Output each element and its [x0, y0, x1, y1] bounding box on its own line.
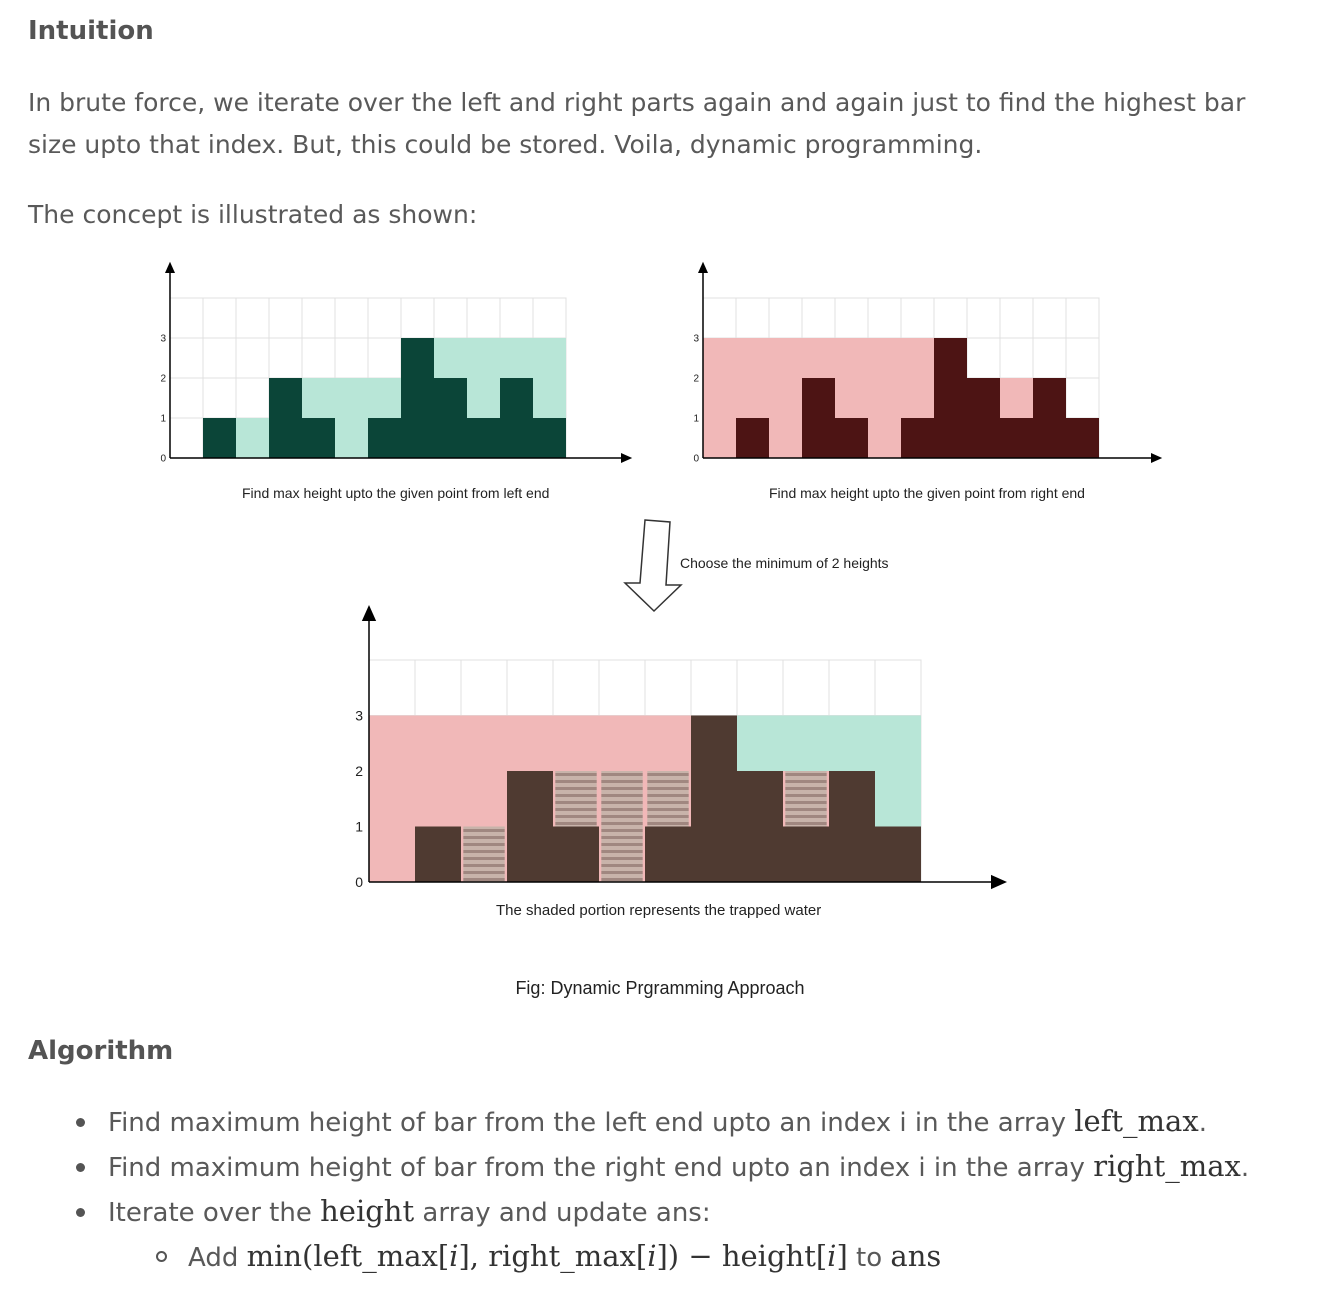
grid-cell [835, 298, 868, 338]
grid-cell [875, 660, 921, 716]
grid-cell [703, 298, 736, 338]
trapped-water [555, 771, 596, 827]
height-bar [829, 771, 875, 882]
figure-caption: Fig: Dynamic Prgramming Approach [515, 978, 805, 998]
left-max-fill [467, 338, 500, 418]
algorithm-step: Find maximum height of bar from the right end upto an index i in the array right_max. [28, 1145, 1308, 1190]
right-max-fill [769, 338, 802, 458]
height-bar [691, 716, 737, 883]
step-text: Find maximum height of bar from the left end upto an index i in the array [108, 1108, 1075, 1138]
height-bar [467, 418, 500, 458]
left-max-fill [368, 378, 401, 418]
x-axis-arrow-icon [991, 875, 1007, 889]
y-tick-label: 3 [693, 333, 699, 345]
grid-cell [335, 338, 368, 378]
grid-cell [783, 660, 829, 716]
height-bar [203, 418, 236, 458]
right-max-fill [835, 338, 868, 418]
grid-cell [1066, 298, 1099, 338]
trapped-water-chart [355, 605, 1007, 890]
excess-max-fill [599, 716, 645, 772]
grid-cell [369, 660, 415, 716]
formula-part: min(left_max[ [246, 1239, 450, 1273]
grid-cell [203, 338, 236, 378]
left-max-fill [434, 338, 467, 378]
right-max-fill [736, 338, 769, 418]
formula-part: ]) − height[ [656, 1239, 828, 1273]
y-tick-label: 0 [693, 453, 699, 465]
grid-cell [1033, 298, 1066, 338]
trapped-water [785, 771, 826, 827]
grid-cell [236, 338, 269, 378]
left-max-fill [335, 378, 368, 458]
excess-max-fill [829, 716, 875, 772]
right-max-fill [901, 338, 934, 418]
grid-cell [802, 298, 835, 338]
x-axis-arrow-icon [621, 453, 632, 463]
math-ans: ans [890, 1239, 942, 1273]
height-bar [783, 827, 829, 883]
grid-cell [553, 660, 599, 716]
excess-max-fill [645, 716, 691, 772]
y-tick-label: 3 [355, 707, 363, 724]
left-max-fill [302, 378, 335, 418]
y-axis-arrow-icon [165, 262, 175, 273]
grid-cell [507, 660, 553, 716]
grid-cell [467, 298, 500, 338]
formula-part: ], right_max[ [458, 1239, 648, 1273]
intuition-paragraph: In brute force, we iterate over the left and right parts again and again just to find the highest bar size upto that index. But, this could be stored. Voila, dynamic programming. [28, 88, 1246, 159]
height-bar [507, 771, 553, 882]
height-bar [434, 378, 467, 458]
height-bar [934, 338, 967, 458]
left-max-fill [500, 338, 533, 378]
height-bar [302, 418, 335, 458]
grid-cell [415, 660, 461, 716]
y-tick-label: 3 [160, 333, 166, 345]
height-bar [736, 418, 769, 458]
algorithm-substep [108, 1235, 1308, 1280]
algorithm-heading: Algorithm [28, 1036, 174, 1066]
down-arrow-icon [625, 520, 681, 611]
math-right-max: right_max [1093, 1149, 1241, 1183]
trapped-water [601, 771, 642, 882]
height-bar [1033, 378, 1066, 458]
right-max-chart [693, 262, 1162, 465]
height-bar [1066, 418, 1099, 458]
y-axis-arrow-icon [362, 605, 376, 621]
grid-cell [236, 378, 269, 418]
grid-cell [934, 298, 967, 338]
grid-cell [401, 298, 434, 338]
excess-max-fill [369, 716, 415, 883]
height-bar [645, 827, 691, 883]
height-bar [875, 827, 921, 883]
height-bar [500, 378, 533, 458]
step-text: Add [188, 1243, 247, 1273]
grid-cell [203, 298, 236, 338]
excess-max-fill [415, 716, 461, 827]
grid-cell [170, 378, 203, 418]
y-tick-label: 2 [355, 762, 363, 779]
math-formula [247, 1239, 848, 1273]
trapped-water [463, 827, 504, 883]
y-tick-label: 1 [693, 413, 699, 425]
algorithm-step: Find maximum height of bar from the left end upto an index i in the array left_max. [28, 1100, 1308, 1145]
grid-cell [533, 298, 566, 338]
y-tick-label: 2 [160, 373, 166, 385]
grid-cell [170, 418, 203, 458]
y-tick-label: 0 [355, 873, 363, 890]
grid-cell [500, 298, 533, 338]
grid-cell [868, 298, 901, 338]
arrow-caption: Choose the minimum of 2 heights [680, 555, 889, 571]
right-max-fill [868, 338, 901, 458]
y-axis-arrow-icon [698, 262, 708, 273]
left-max-fill [236, 418, 269, 458]
step-text: array and update ans: [414, 1198, 711, 1228]
step-text: Find maximum height of bar from the right end upto an index i in the array [108, 1153, 1094, 1183]
dp-figure-svg [150, 255, 1170, 975]
excess-max-fill [507, 716, 553, 772]
grid-cell [737, 660, 783, 716]
grid-cell [901, 298, 934, 338]
height-bar [901, 418, 934, 458]
grid-cell [368, 338, 401, 378]
formula-index: i [827, 1239, 837, 1273]
formula-index: i [647, 1239, 657, 1273]
grid-cell [302, 298, 335, 338]
height-bar [967, 378, 1000, 458]
height-bar [415, 827, 461, 883]
grid-cell [691, 660, 737, 716]
grid-cell [269, 298, 302, 338]
grid-cell [599, 660, 645, 716]
grid-cell [967, 338, 1000, 378]
grid-cell [1000, 298, 1033, 338]
grid-cell [236, 298, 269, 338]
algorithm-substeps [108, 1235, 1308, 1280]
y-tick-label: 2 [693, 373, 699, 385]
excess-max-fill [553, 716, 599, 772]
grid-cell [461, 660, 507, 716]
grid-cell [1033, 338, 1066, 378]
excess-max-fill [875, 716, 921, 827]
height-bar [533, 418, 566, 458]
formula-part: ] [836, 1239, 848, 1273]
trapped-water [647, 771, 688, 827]
grid-cell [1066, 378, 1099, 418]
grid-cell [269, 338, 302, 378]
y-tick-label: 1 [160, 413, 166, 425]
right-chart-caption: Find max height upto the given point from right end [769, 485, 1085, 501]
height-bar [835, 418, 868, 458]
height-bar [1000, 418, 1033, 458]
step-text: Iterate over the [108, 1198, 321, 1228]
step-text: to [847, 1243, 891, 1273]
excess-max-fill [737, 716, 783, 772]
dp-approach-figure [150, 255, 1170, 1015]
grid-cell [368, 298, 401, 338]
formula-index: i [449, 1239, 459, 1273]
height-bar [401, 338, 434, 458]
right-max-fill [802, 338, 835, 378]
y-tick-label: 1 [355, 818, 363, 835]
bottom-chart-caption: The shaded portion represents the trapped water [496, 902, 822, 919]
grid-cell [335, 298, 368, 338]
grid-cell [170, 298, 203, 338]
excess-max-fill [783, 716, 829, 772]
grid-cell [302, 338, 335, 378]
concept-text: The concept is illustrated as shown: [28, 200, 478, 229]
algorithm-step [28, 1190, 1308, 1280]
grid-cell [1000, 338, 1033, 378]
grid-cell [645, 660, 691, 716]
math-left-max: left_max [1074, 1104, 1199, 1138]
left-max-chart [160, 262, 632, 465]
height-bar [269, 378, 302, 458]
intuition-heading: Intuition [28, 16, 154, 46]
grid-cell [170, 338, 203, 378]
excess-max-fill [461, 716, 507, 827]
right-max-fill [703, 338, 736, 458]
left-chart-caption: Find max height upto the given point from left end [242, 485, 550, 501]
grid-cell [769, 298, 802, 338]
y-tick-label: 0 [160, 453, 166, 465]
right-max-fill [1000, 378, 1033, 418]
height-bar [368, 418, 401, 458]
height-bar [802, 378, 835, 458]
left-max-fill [533, 338, 566, 418]
x-axis-arrow-icon [1151, 453, 1162, 463]
grid-cell [1066, 338, 1099, 378]
grid-cell [203, 378, 236, 418]
algorithm-steps [28, 1100, 1308, 1280]
grid-cell [829, 660, 875, 716]
math-height: height [320, 1194, 415, 1228]
grid-cell [736, 298, 769, 338]
height-bar [737, 771, 783, 882]
grid-cell [967, 298, 1000, 338]
grid-cell [434, 298, 467, 338]
height-bar [553, 827, 599, 883]
